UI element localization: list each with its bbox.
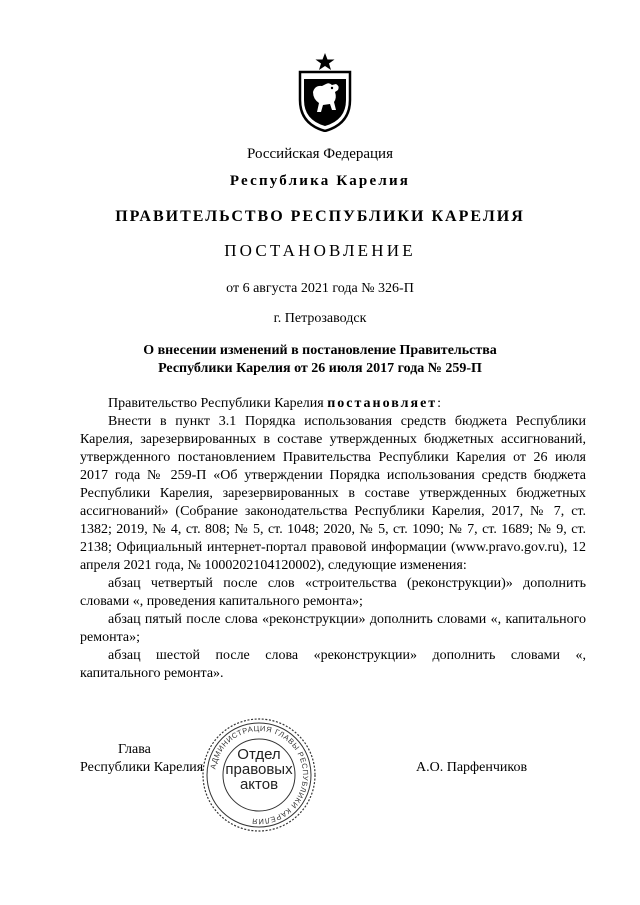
main-paragraph: Внести в пункт 3.1 Порядка использования средств бюджета Республики Карелия, зарезервированных в составе утвержденных бюджетных ассигнований, утвержденного постановлением Правительства Республики Карелия от 26 июля 2017 года № 259-П «Об утверждении Порядка использования средств бюджета Республики Карелия, зарезервированных в составе утвержденных бюджетных ассигнований» (Собрание законодательства Республики Карелия, 2017, № 7, ст. 1382; 2019, № 4, ст. 808; № 5, ст. 1048; 2020, № 5, ст. 1090; № 7, ст. 1689; № 9, ст. 2138; Официальный интернет-портал правовой информации (www.pravo.gov.ru), 12 апреля 2021 года, № 1000202104120002), следующие изменения: — [80, 414, 586, 573]
document-type: ПОСТАНОВЛЕНИЕ — [224, 241, 416, 260]
country-name: Российская Федерация — [247, 146, 393, 162]
intro-text: Правительство Республики Карелия — [108, 396, 324, 411]
signatory-title-line-2: Республики Карелия — [80, 760, 204, 775]
republic-name: Республика Карелия — [229, 173, 411, 189]
decree-word: постановляет — [327, 396, 438, 411]
document-date: от 6 августа 2021 года № 326-П — [226, 281, 414, 296]
signatory-title-line-1: Глава — [118, 742, 151, 757]
document-subject — [100, 342, 540, 378]
subject-line-1: О внесении изменений в постановление Правительства — [143, 343, 497, 358]
amendment-paragraph-2: абзац пятый после слова «реконструкции» дополнить словами «, капитального ремонта»; — [80, 612, 586, 645]
stamp-line-1: Отдел — [237, 746, 281, 763]
stamp-line-3: актов — [239, 776, 279, 793]
stamp-center-text — [214, 747, 304, 792]
document-city: г. Петрозаводск — [273, 311, 367, 326]
stamp-ring-text: АДМИНИСТРАЦИЯ ГЛАВЫ РЕСПУБЛИКИ КАРЕЛИЯ — [208, 723, 311, 827]
intro-paragraph — [80, 395, 586, 413]
amendment-paragraph-3: абзац шестой после слова «реконструкции» дополнить словами «, капитального ремонта». — [80, 648, 586, 681]
signatory-name: А.О. Парфенчиков — [416, 760, 528, 775]
government-title: ПРАВИТЕЛЬСТВО РЕСПУБЛИКИ КАРЕЛИЯ — [115, 208, 525, 225]
document-body — [80, 395, 586, 683]
intro-end: : — [437, 396, 442, 411]
subject-line-2: Республики Карелия от 26 июля 2017 года № 259-П — [158, 361, 482, 376]
stamp-line-2: правовых — [225, 761, 293, 778]
amendment-paragraph-1: абзац четвертый после слов «строительства (реконструкции)» дополнить словами «, проведения капитального ремонта»; — [80, 576, 586, 609]
coat-of-arms-icon — [296, 52, 354, 132]
